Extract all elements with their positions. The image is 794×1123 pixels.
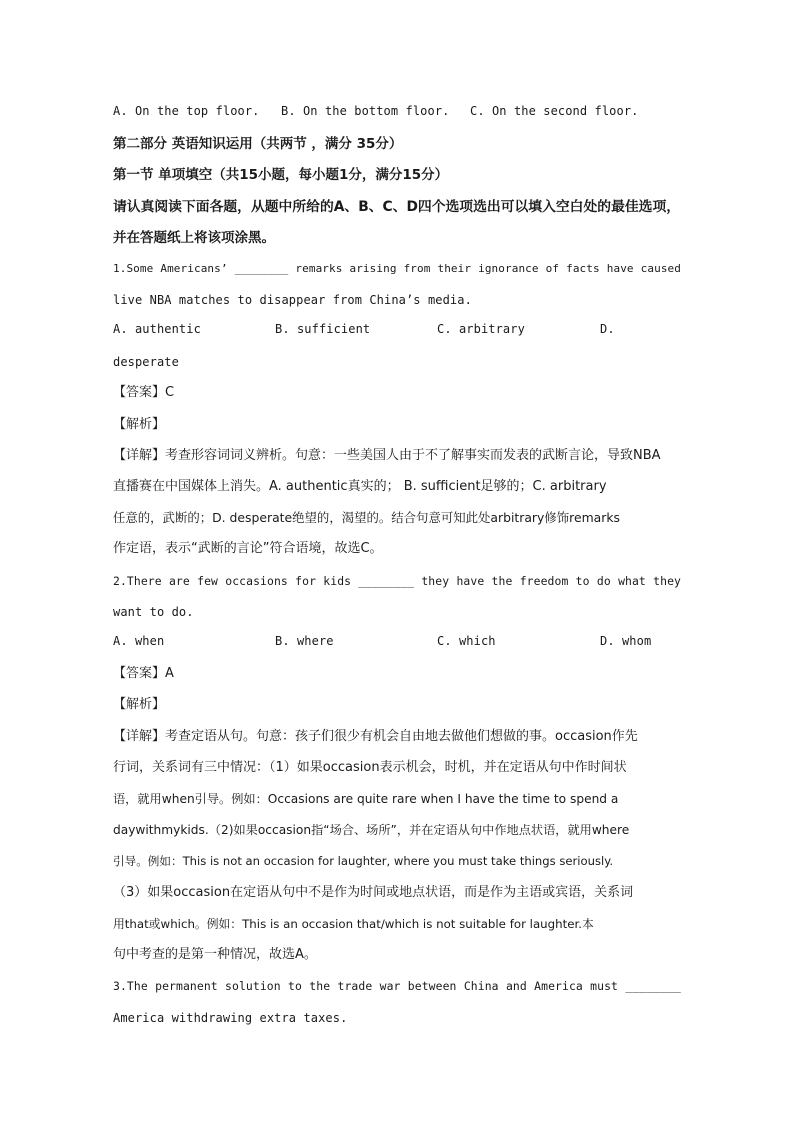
q2-option-b: B. where — [275, 634, 334, 648]
q2-detail-line-1: 【详解】考查定语从句。句意：孩子们很少有机会自由地去做他们想做的事。occasion作先 — [113, 729, 638, 744]
q2-analysis-label: 【解析】 — [113, 697, 166, 712]
q2-option-c: C. which — [437, 634, 496, 648]
q1-option-c: C. arbitrary — [437, 322, 525, 336]
q2-detail-line-5: 引导。例如：This is not an occasion for laughter, where you must take things seriously. — [113, 854, 614, 868]
q2-stem-line-2: want to do. — [113, 605, 194, 619]
q2-detail-line-4: daywithmykids.（2)如果occasion指“场合、场所”，并在定语从句中作地点状语，就用where — [113, 823, 630, 837]
q2-detail-line-8: 句中考查的是第一种情况，故选A。 — [113, 947, 317, 962]
q1-answer: 【答案】C — [113, 385, 175, 400]
q2-stem-line-1: 2.There are few occasions for kids ________ they have the freedom to do what they — [113, 574, 681, 588]
q2-detail-line-2: 行词，关系词有三中情况：（1）如果occasion表示机会，时机，并在定语从句中作时间状 — [113, 760, 627, 775]
q1-option-b: B. sufficient — [275, 322, 371, 336]
option-a-top-floor: A. On the top floor. — [113, 104, 260, 118]
q1-stem-line-1: 1.Some Americans’ ________ remarks arising from their ignorance of facts have caused — [113, 262, 681, 275]
q2-detail-line-3: 语，就用when引导。例如：Occasions are quite rare when I have the time to spend a — [113, 792, 619, 806]
option-b-bottom-floor: B. On the bottom floor. — [281, 104, 450, 118]
q2-option-a: A. when — [113, 634, 165, 648]
q1-detail-line-3: 任意的，武断的；D. desperate绝望的，渴望的。结合句意可知此处arbitrary修饰remarks — [113, 510, 620, 525]
option-c-second-floor: C. On the second floor. — [470, 104, 639, 118]
q1-option-a: A. authentic — [113, 322, 201, 336]
q1-option-d: D. — [600, 322, 615, 336]
q2-detail-line-7: 用that或which。例如：This is an occasion that/which is not suitable for laughter.本 — [113, 917, 594, 931]
part2-heading: 第二部分 英语知识运用（共两节 ，满分 35分） — [113, 136, 403, 152]
q1-detail-line-4: 作定语，表示“武断的言论”符合语境，故选C。 — [113, 541, 383, 556]
instruction-line-1: 请认真阅读下面各题，从题中所给的A、B、C、D四个选项选出可以填入空白处的最佳选项， — [113, 199, 681, 215]
q3-stem-line-1: 3.The permanent solution to the trade war between China and America must ________ — [113, 979, 681, 993]
instruction-line-2: 并在答题纸上将该项涂黑。 — [113, 230, 275, 246]
section1-heading: 第一节 单项填空（共15小题，每小题1分，满分15分） — [113, 167, 449, 183]
q1-analysis-label: 【解析】 — [113, 417, 166, 432]
q2-option-d: D. whom — [600, 634, 652, 648]
q2-detail-line-6: （3）如果occasion在定语从句中不是作为时间或地点状语，而是作为主语或宾语，关系词 — [113, 885, 634, 900]
q1-option-d-text: desperate — [113, 355, 179, 369]
q2-answer: 【答案】A — [113, 666, 174, 681]
q1-stem-line-2: live NBA matches to disappear from China’s media. — [113, 293, 472, 307]
q1-detail-line-2: 直播赛在中国媒体上消失。A. authentic真实的； B. sufficient足够的；C. arbitrary — [113, 479, 607, 494]
q1-detail-line-1: 【详解】考查形容词词义辨析。句意：一些美国人由于不了解事实而发表的武断言论，导致NBA — [113, 448, 661, 463]
q3-stem-line-2: America withdrawing extra taxes. — [113, 1011, 348, 1025]
